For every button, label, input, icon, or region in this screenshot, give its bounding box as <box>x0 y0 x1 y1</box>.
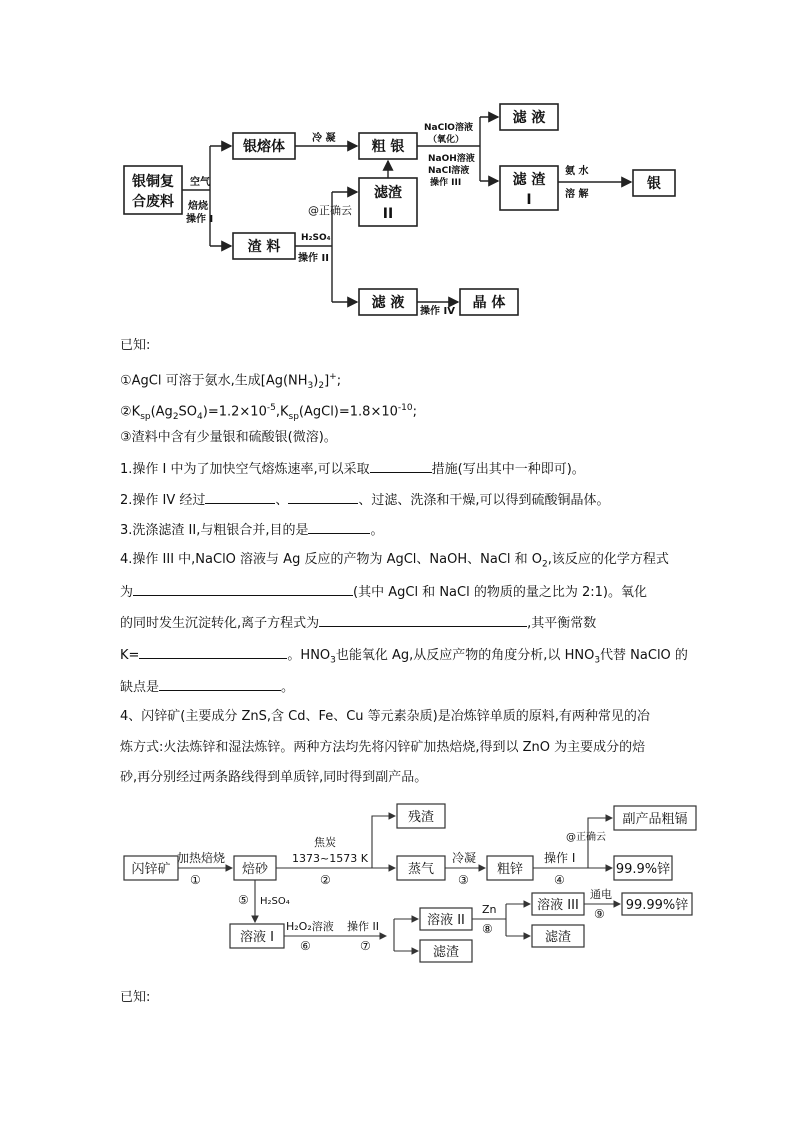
naclo-line1: NaClO溶液 <box>424 123 473 133</box>
question-1: 1.操作 I 中为了加快空气熔炼速率,可以采取 措施(写出其中一种即可)。 <box>120 458 680 480</box>
known-3: ③渣料中含有少量银和硫酸银(微溶)。 <box>120 430 337 445</box>
op2-label-2: 操作 II <box>347 920 379 933</box>
crude-silver-label: 粗 银 <box>371 139 405 155</box>
electro-label: 通电 <box>590 888 612 901</box>
step4-label: ④ <box>554 873 565 887</box>
crystal-label: 晶 体 <box>472 295 506 311</box>
known-title: 已知: <box>120 338 151 353</box>
answer-blank[interactable] <box>308 519 370 534</box>
arrow-to-byproduct <box>588 818 612 868</box>
h2o2-label: H₂O₂溶液 <box>286 920 334 933</box>
step3-label: ③ <box>458 873 469 887</box>
watermark-2: @正确云 <box>566 832 606 843</box>
answer-blank[interactable] <box>205 489 275 504</box>
naclo-line2: （氧化） <box>428 135 465 145</box>
step9-label: ⑨ <box>594 907 605 921</box>
step2-label: ② <box>320 873 331 887</box>
filter1-label: 滤渣 <box>432 945 460 960</box>
op4-label: 操作 IV <box>420 306 455 317</box>
naclo-line3: NaOH溶液 <box>428 154 475 164</box>
residue2-line1: 滤渣 <box>374 185 402 201</box>
step6-label: ⑥ <box>300 939 311 953</box>
residue1-line1: 滤 渣 <box>512 172 546 188</box>
step8-label: ⑧ <box>482 922 493 936</box>
residue1-line2: I <box>526 192 532 208</box>
question-4-line1: 4.操作 III 中,NaClO 溶液与 Ag 反应的产物为 AgCl、NaOH、NaCl 和 $O_2$,该反应的化学方程式 <box>120 552 669 570</box>
zinc-flowchart <box>0 800 794 970</box>
crude-zinc-label: 粗锌 <box>496 862 524 877</box>
heat-label: 加热焙烧 <box>177 851 226 865</box>
answer-blank[interactable] <box>319 612 527 627</box>
silver-label: 银 <box>647 176 661 192</box>
sol2-label: 溶液 II <box>427 913 465 928</box>
watermark-1: @正确云 <box>308 204 352 217</box>
op1-label: 操作 I <box>186 214 214 225</box>
answer-blank[interactable] <box>370 458 432 473</box>
answer-blank[interactable] <box>133 581 353 596</box>
zinc-paragraph-1: 4、闪锌矿(主要成分 ZnS,含 Cd、Fe、Cu 等元素杂质)是冶炼锌单质的原料,有两种常见的冶 <box>120 709 650 724</box>
temp-label: 1373~1573 K <box>292 852 368 865</box>
answer-blank[interactable] <box>159 676 281 691</box>
slag-label: 渣 料 <box>247 239 281 255</box>
question-4-line3: 的同时发生沉淀转化,离子方程式为 ,其平衡常数 <box>120 612 680 634</box>
known-2: $②K_{sp}(Ag_2SO_4)=1.2\times 10^{-5},K_{sp}(AgCl)=1.8\times 10^{-10}$; <box>120 403 417 422</box>
question-4-line4: K= 。$HNO_3$也能氧化 Ag,从反应产物的角度分析,以 $HNO_3$代替 NaClO 的 <box>120 644 680 671</box>
air-label: 空气 <box>190 177 210 188</box>
roast-label: 焙烧 <box>188 201 208 212</box>
residue-label: 残渣 <box>407 810 435 825</box>
feed-branch-line <box>182 146 210 246</box>
question-4-line5: 缺点是 。 <box>120 676 680 698</box>
step5-label: ⑤ <box>238 893 249 907</box>
answer-blank[interactable] <box>139 644 287 659</box>
condense-label: 冷凝 <box>452 851 477 865</box>
filtrate-bottom-label: 滤 液 <box>371 295 405 311</box>
zn999-label: 99.9%锌 <box>615 862 671 877</box>
cool-label: 冷 凝 <box>312 133 336 144</box>
arrow-to-residue <box>372 816 395 868</box>
step7-label: ⑦ <box>360 939 371 953</box>
byproduct-label: 副产品粗镉 <box>622 812 688 827</box>
sol1-label: 溶液 I <box>240 930 274 945</box>
naclo-line4: NaCl溶液 <box>428 166 470 176</box>
zinc-paragraph-3: 砂,再分别经过两条路线得到单质锌,同时得到副产品。 <box>120 770 428 785</box>
h2so4-label: H₂SO₄ <box>260 896 290 907</box>
known-1: ①AgCl 可溶于氨水,生成$[Ag(NH_3)_2]^+$; <box>120 372 342 391</box>
sol3-label: 溶液 III <box>537 898 579 913</box>
question-3: 3.洗涤滤渣 II,与粗银合并,目的是 。 <box>120 519 680 541</box>
coke-label: 焦炭 <box>314 836 336 849</box>
calcine-label: 焙砂 <box>241 862 269 877</box>
filter2-label: 滤渣 <box>544 930 572 945</box>
ammonia-label: 氨 水 <box>565 166 589 177</box>
zinc-paragraph-2: 炼方式:火法炼锌和湿法炼锌。两种方法均先将闪锌矿加热焙烧,得到以 ZnO 为主要成分的焙 <box>120 740 646 755</box>
question-2: 2.操作 IV 经过 、 、过滤、洗涤和干燥,可以得到硫酸铜晶体。 <box>120 489 680 511</box>
op2-label: 操作 II <box>298 253 329 264</box>
melt-label: 银熔体 <box>243 139 285 155</box>
op1-label-2: 操作 I <box>544 851 576 865</box>
feed-line2: 合废料 <box>132 194 174 210</box>
vapor-label: 蒸气 <box>407 862 435 877</box>
zn9999-label: 99.99%锌 <box>625 898 689 913</box>
ore-label: 闪锌矿 <box>131 862 171 877</box>
silver-flowchart <box>0 0 794 330</box>
acid-label: H₂SO₄ <box>301 233 331 243</box>
feed-line1: 银铜复 <box>132 174 174 190</box>
naclo-line5: 操作 III <box>430 178 462 188</box>
residue2-line2: II <box>382 206 394 222</box>
filtrate-top-label: 滤 液 <box>512 110 546 126</box>
known2-title: 已知: <box>120 990 151 1005</box>
answer-blank[interactable] <box>288 489 358 504</box>
dissolve-label: 溶 解 <box>565 189 589 200</box>
zn-label: Zn <box>482 903 497 916</box>
step1-label: ① <box>190 873 201 887</box>
question-4-line2: 为 (其中 AgCl 和 NaCl 的物质的量之比为 2:1)。氧化 <box>120 581 680 603</box>
